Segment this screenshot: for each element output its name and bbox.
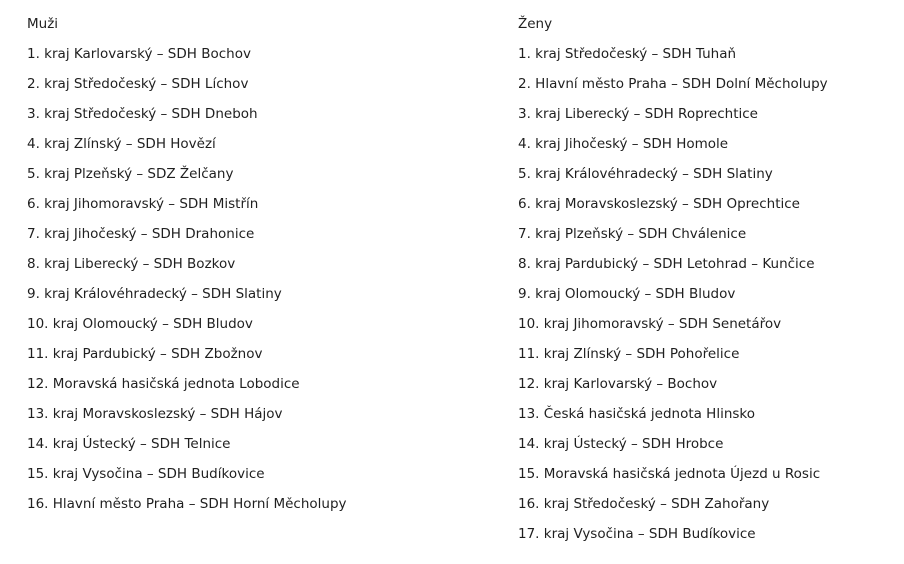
list-item: 4. kraj Jihočeský – SDH Homole bbox=[518, 136, 729, 152]
list-item: 8. kraj Liberecký – SDH Bozkov bbox=[27, 256, 236, 272]
list-item: 15. Moravská hasičská jednota Újezd u Rosic bbox=[518, 466, 821, 482]
list-item: 16. kraj Středočeský – SDH Zahořany bbox=[518, 496, 770, 512]
men-list bbox=[27, 44, 487, 514]
men-column bbox=[27, 14, 487, 524]
list-item: 6. kraj Moravskoslezský – SDH Oprechtice bbox=[518, 196, 800, 212]
list-item: 13. Česká hasičská jednota Hlinsko bbox=[518, 406, 756, 422]
list-item: 4. kraj Zlínský – SDH Hovězí bbox=[27, 136, 216, 152]
list-item: 5. kraj Plzeňský – SDZ Želčany bbox=[27, 166, 234, 182]
list-item: 2. Hlavní město Praha – SDH Dolní Měcholupy bbox=[518, 76, 828, 92]
list-item: 6. kraj Jihomoravský – SDH Mistřín bbox=[27, 196, 259, 212]
list-item: 14. kraj Ústecký – SDH Hrobce bbox=[518, 436, 724, 452]
list-item: 1. kraj Karlovarský – SDH Bochov bbox=[27, 46, 251, 62]
list-item: 13. kraj Moravskoslezský – SDH Hájov bbox=[27, 406, 283, 422]
women-list bbox=[518, 44, 898, 544]
list-item: 11. kraj Zlínský – SDH Pohořelice bbox=[518, 346, 740, 362]
list-item: 10. kraj Olomoucký – SDH Bludov bbox=[27, 316, 253, 332]
list-item: 7. kraj Jihočeský – SDH Drahonice bbox=[27, 226, 255, 242]
women-column bbox=[518, 14, 898, 554]
list-item: 2. kraj Středočeský – SDH Líchov bbox=[27, 76, 249, 92]
list-item: 8. kraj Pardubický – SDH Letohrad – Kunčice bbox=[518, 256, 815, 272]
list-item: 12. Moravská hasičská jednota Lobodice bbox=[27, 376, 300, 392]
list-item: 9. kraj Královéhradecký – SDH Slatiny bbox=[27, 286, 282, 302]
list-item: 3. kraj Liberecký – SDH Roprechtice bbox=[518, 106, 758, 122]
list-item: 14. kraj Ústecký – SDH Telnice bbox=[27, 436, 231, 452]
list-item: 5. kraj Královéhradecký – SDH Slatiny bbox=[518, 166, 773, 182]
women-heading: Ženy bbox=[518, 16, 553, 32]
list-item: 7. kraj Plzeňský – SDH Chválenice bbox=[518, 226, 747, 242]
list-item: 17. kraj Vysočina – SDH Budíkovice bbox=[518, 526, 756, 542]
list-item: 9. kraj Olomoucký – SDH Bludov bbox=[518, 286, 736, 302]
list-item: 1. kraj Středočeský – SDH Tuhaň bbox=[518, 46, 737, 62]
list-item: 12. kraj Karlovarský – Bochov bbox=[518, 376, 718, 392]
list-item: 11. kraj Pardubický – SDH Zbožnov bbox=[27, 346, 263, 362]
list-item: 10. kraj Jihomoravský – SDH Senetářov bbox=[518, 316, 782, 332]
list-item: 15. kraj Vysočina – SDH Budíkovice bbox=[27, 466, 265, 482]
list-item: 16. Hlavní město Praha – SDH Horní Měcholupy bbox=[27, 496, 347, 512]
men-heading: Muži bbox=[27, 16, 59, 32]
list-item: 3. kraj Středočeský – SDH Dneboh bbox=[27, 106, 258, 122]
